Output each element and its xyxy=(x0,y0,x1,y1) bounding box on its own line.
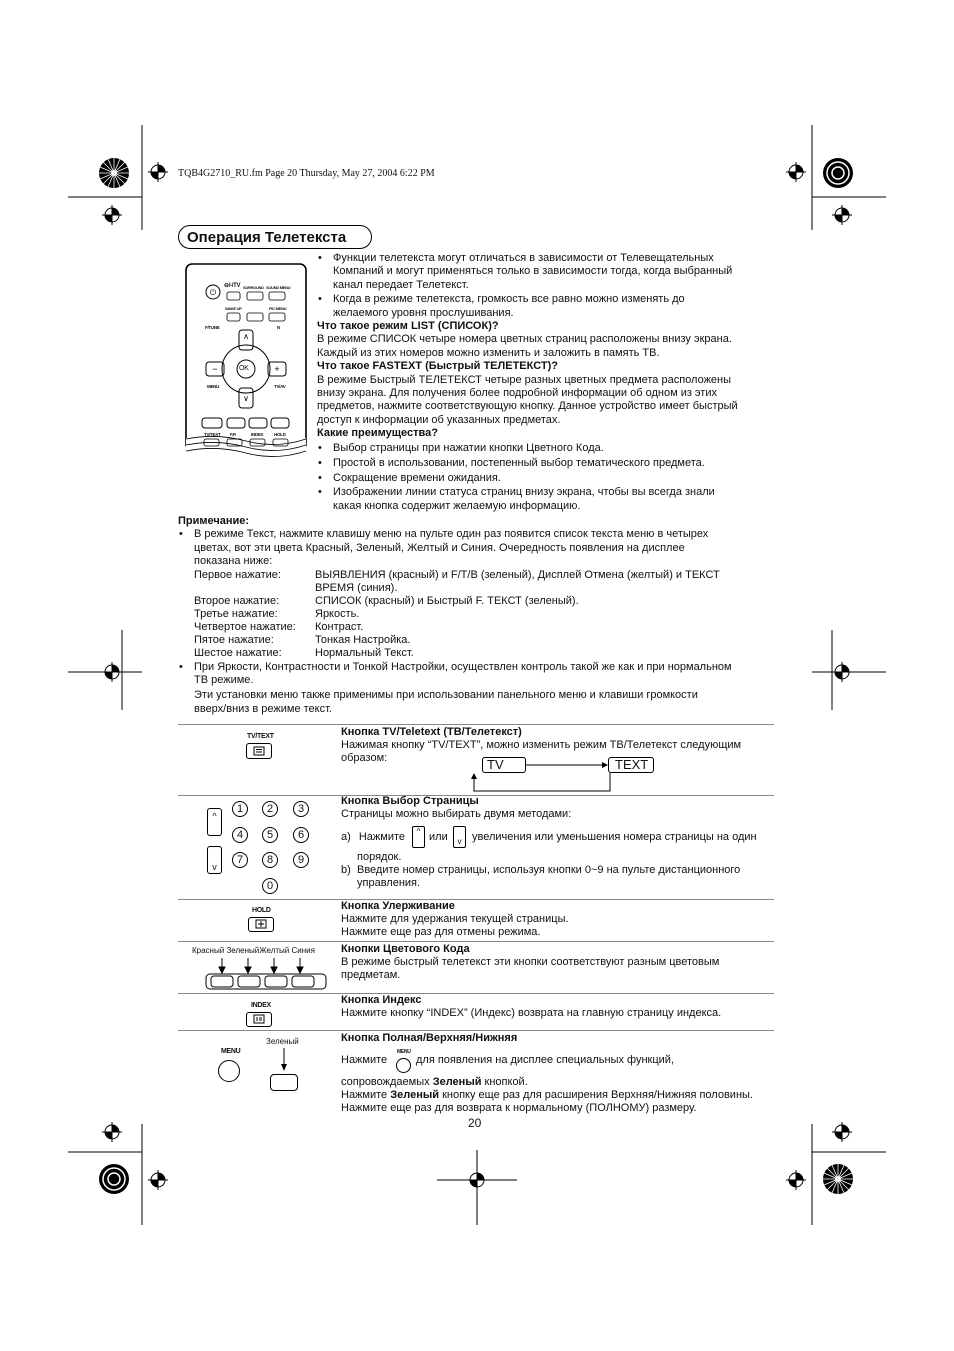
index-button-icon xyxy=(246,1012,272,1027)
press-label: Третье нажатие: xyxy=(194,607,278,620)
text-line: управления. xyxy=(357,877,421,889)
bullet-item: • Сокращение времени ожидания. xyxy=(317,472,777,485)
row-heading: Кнопка TV/Teletext (ТВ/Телетекст) xyxy=(341,726,522,738)
text-line: • При Яркости, Контрастности и Тонкой Настройки, осуществлен контроль такой же как и при нормальном xyxy=(194,660,732,673)
index-description xyxy=(341,994,721,1020)
file-header: TQB4G2710_RU.fm Page 20 Thursday, May 27, 2004 6:22 PM xyxy=(178,168,435,179)
menu-button-label: MENU xyxy=(221,1048,241,1055)
digit-2-icon: 2 xyxy=(262,801,278,817)
svg-text:⏻: ⏻ xyxy=(209,288,217,297)
table-rule xyxy=(178,1030,774,1031)
text-line: внизу экрана. Для получения более подробной информации об одном из этих xyxy=(317,387,717,400)
press-value: Контраст. xyxy=(315,620,364,633)
color-label-red: Красный xyxy=(192,946,225,955)
row-heading: Кнопка Индекс xyxy=(341,994,422,1006)
text-fragment: сопровождаемых xyxy=(341,1076,430,1088)
text-line: • Функции телетекста могут отличаться в зависимости от Телевещательных xyxy=(333,252,714,264)
text-line: образом: xyxy=(341,752,388,764)
remote-label: PIC MENU xyxy=(269,306,287,311)
question-heading: Какие преимущества? xyxy=(317,427,438,440)
text-fragment: для появления на дисплее специальных функций, xyxy=(416,1054,675,1066)
tvtext-button-label: TV/TEXT xyxy=(247,733,274,740)
full-description-heading xyxy=(341,1032,517,1045)
press-label: Первое нажатие: xyxy=(194,568,281,581)
hold-button-icon xyxy=(248,917,274,932)
digit-7-icon: 7 xyxy=(232,852,248,868)
text-fragment-bold: Зеленый xyxy=(432,1076,482,1088)
svg-text:+: + xyxy=(274,364,280,374)
hold-button-label: HOLD xyxy=(252,907,271,914)
table-rule xyxy=(178,724,774,725)
svg-text:∧: ∧ xyxy=(243,332,249,341)
text-line: ВРЕМЯ (синия). xyxy=(315,581,398,594)
row-heading: Кнопка Улерживание xyxy=(341,900,455,912)
bullet-item xyxy=(317,486,777,513)
color-label-green: Зеленый xyxy=(226,946,260,955)
note-section xyxy=(178,515,778,716)
remote-control-illustration xyxy=(184,262,308,458)
table-rule xyxy=(178,941,774,942)
row-heading: Кнопки Цветового Кода xyxy=(341,943,470,955)
color-label-yellow: Желтый xyxy=(259,946,290,955)
color-keys-description xyxy=(341,943,719,982)
text-block xyxy=(178,689,778,716)
row-heading: Кнопка Полная/Верхняя/Нижняя xyxy=(341,1032,518,1044)
text-line: ТВ режиме. xyxy=(194,674,254,687)
svg-text:−: − xyxy=(212,364,218,374)
text-line: • Когда в режиме телетекста, громкость все равно можно изменять до xyxy=(333,293,685,306)
intro-text xyxy=(317,252,777,513)
bullet-item xyxy=(178,528,778,568)
text-line: Введите номер страницы, используя кнопки 0~9 на пульте дистанционного xyxy=(357,864,741,876)
digit-8-icon: 8 xyxy=(262,852,278,868)
bullet-item xyxy=(178,661,778,688)
text-line: вверх/вниз в режиме текст. xyxy=(194,702,332,715)
text-fragment-bold: Зеленый xyxy=(390,1089,440,1101)
remote-label: INDEX xyxy=(251,432,264,437)
method-b-text xyxy=(357,864,740,890)
toggle-arrows-icon xyxy=(470,760,650,794)
text-line: В режиме СПИСОК четыре номера цветных страниц расположены внизу экрана. xyxy=(317,333,732,346)
text-line: доступ к информации об указанных предметах. xyxy=(317,413,561,426)
text-line: цветах, вот эти цвета Красный, Зеленый, Желтый и Синия. Очередность появления на дисплее xyxy=(194,541,685,554)
digit-9-icon: 9 xyxy=(293,852,309,868)
full-line-3 xyxy=(341,1089,753,1102)
text-line: Страницы можно выбирать двумя методами: xyxy=(341,808,572,820)
remote-label: TV/AV xyxy=(274,384,286,389)
text-fragment: Нажмите xyxy=(341,1089,388,1101)
page-up-small-icon: ^ xyxy=(412,826,425,848)
digit-6-icon: 6 xyxy=(293,827,309,843)
press-value: СПИСОК (красный) и Быстрый F. ТЕКСТ (зеленый). xyxy=(315,594,579,607)
text-fragment: Нажмите xyxy=(358,831,406,843)
text-line: Нажимая кнопку “TV/TEXT”, можно изменить режим ТВ/Телетекст следующим xyxy=(341,739,742,751)
list-marker: a) xyxy=(341,831,351,843)
text-line: ВЫЯВЛЕНИЯ (красный) и F/T/B (зеленый), Дисплей Отмена (желтый) и ТЕКСТ xyxy=(315,568,720,581)
menu-small-label: MENU xyxy=(397,1049,411,1055)
page-down-small-icon: v xyxy=(453,826,466,848)
text-fragment: кнопкой. xyxy=(484,1076,528,1088)
text-line: предметов, нажмите соответствующую кнопку. Данное устройство имеет быстрый xyxy=(317,400,738,413)
page-up-key-icon: ^ xyxy=(207,808,222,836)
press-value xyxy=(315,569,778,595)
press-label: Второе нажатие: xyxy=(194,594,280,607)
press-value: Тонкая Настройка. xyxy=(315,633,411,646)
text-line: Нажмите кнопку “INDEX” (Индекс) возврата на главную страницу индекса. xyxy=(341,1007,722,1019)
text-line: канал передает Телетекст. xyxy=(333,278,469,291)
press-label: Шестое нажатие: xyxy=(194,646,282,659)
text-fragment: увеличения или уменьшения номера страницы на один xyxy=(472,831,757,843)
down-arrow-icon xyxy=(279,1048,289,1072)
menu-button-icon xyxy=(218,1060,240,1082)
remote-label: HOLD xyxy=(274,432,286,437)
digit-5-icon: 5 xyxy=(262,827,278,843)
question-heading: Что такое режим LIST (СПИСОК)? xyxy=(317,320,499,333)
text-line: порядок. xyxy=(357,851,402,863)
remote-label: F.P. xyxy=(230,432,236,437)
remote-label: ⊖/-/TV xyxy=(224,283,241,289)
list-marker: b) xyxy=(341,864,351,876)
text-line: Эти установки меню также применимы при использовании панельного меню и клавиши громкости xyxy=(194,689,698,702)
row-heading: Кнопка Выбор Страницы xyxy=(341,795,479,807)
press-value: Яркость. xyxy=(315,607,360,620)
text-line: предметам. xyxy=(341,969,401,981)
text-line: • В режиме Текст, нажмите клавишу меню на пульте один раз появится список текста меню в четырех xyxy=(194,528,709,541)
text-line: желаемого уровня прослушивания. xyxy=(333,306,514,319)
svg-text:∨: ∨ xyxy=(243,394,249,403)
remote-label: SURROUND xyxy=(243,285,264,290)
press-label: Пятое нажатие: xyxy=(194,633,274,646)
bullet-item xyxy=(317,293,777,320)
text-line: Нажмите еще раз для возврата к нормальному (ПОЛНОМУ) размеру. xyxy=(341,1102,697,1114)
text-line: показана ниже: xyxy=(194,555,273,568)
remote-label: N xyxy=(277,325,280,330)
page-number: 20 xyxy=(468,1116,482,1130)
digit-0-icon: 0 xyxy=(262,878,278,894)
text-line: В режиме быстрый телетекст эти кнопки соответствуют разным цветовым xyxy=(341,956,720,968)
remote-label: WAKE UP xyxy=(225,306,242,311)
bullet-item: • Выбор страницы при нажатии кнопки Цветного Кода. xyxy=(317,442,777,455)
method-a xyxy=(341,831,405,844)
text-line: Компаний и могут применяться только в зависимости тогда, когда выбранный xyxy=(333,265,733,278)
remote-label: MENU xyxy=(207,384,220,389)
color-keys-icon xyxy=(204,957,328,991)
question-heading: Что такое FASTEXT (Быстрый ТЕЛЕТЕКСТ)? xyxy=(317,360,558,373)
text-line: Нажмите еще раз для отмены режима. xyxy=(341,926,541,938)
text-line: Нажмите для удержания текущей страницы. xyxy=(341,913,569,925)
digit-4-icon: 4 xyxy=(232,827,248,843)
text-line: В режиме Быстрый ТЕЛЕТЕКСТ четыре разных цветных предмета расположены xyxy=(317,373,732,386)
bullet-item xyxy=(317,252,777,292)
digit-1-icon: 1 xyxy=(232,801,248,817)
color-key-labels xyxy=(192,946,315,955)
remote-label: F/TUNE xyxy=(205,325,220,330)
green-button-icon xyxy=(270,1074,298,1091)
digit-3-icon: 3 xyxy=(293,801,309,817)
text-line: • Изображении линии статуса страниц внизу экрана, чтобы вы всегда знали xyxy=(333,486,715,499)
text-line: Каждый из этих номеров можно изменить и заложить в память ТВ. xyxy=(317,346,660,359)
bullet-item: • Простой в использовании, постепенный выбор тематического предмета. xyxy=(317,457,777,470)
press-value: Нормальный Текст. xyxy=(315,646,414,659)
tv-label: TV xyxy=(487,757,504,772)
method-b xyxy=(341,864,351,877)
green-label: Зеленый xyxy=(266,1037,299,1046)
remote-ok-label: OK xyxy=(239,365,249,372)
text-fragment: кнопку еще раз для расширения Верхняя/Нижняя половины. xyxy=(442,1089,753,1101)
text-fragment: или xyxy=(429,831,448,843)
page-title: Операция Телетекста xyxy=(178,225,372,249)
text-label: TEXT xyxy=(615,757,649,772)
color-label-blue: Синия xyxy=(291,946,315,955)
press-label: Четвертое нажатие: xyxy=(194,620,296,633)
hold-description xyxy=(341,900,569,939)
menu-small-icon xyxy=(396,1058,411,1073)
index-button-label: INDEX xyxy=(251,1002,271,1009)
text-line: какая кнопка содержит желаемую информацию. xyxy=(333,499,581,512)
text-fragment: Нажмите xyxy=(341,1054,388,1066)
remote-label: SOUND MENU xyxy=(266,285,291,290)
note-heading: Примечание: xyxy=(178,515,250,527)
page-down-key-icon: v xyxy=(207,846,222,874)
full-line-2 xyxy=(341,1076,528,1089)
press-list xyxy=(194,569,778,660)
remote-label: TV/TEXT xyxy=(204,432,221,437)
tvtext-button-icon xyxy=(246,743,272,759)
page-select-description xyxy=(341,795,571,821)
